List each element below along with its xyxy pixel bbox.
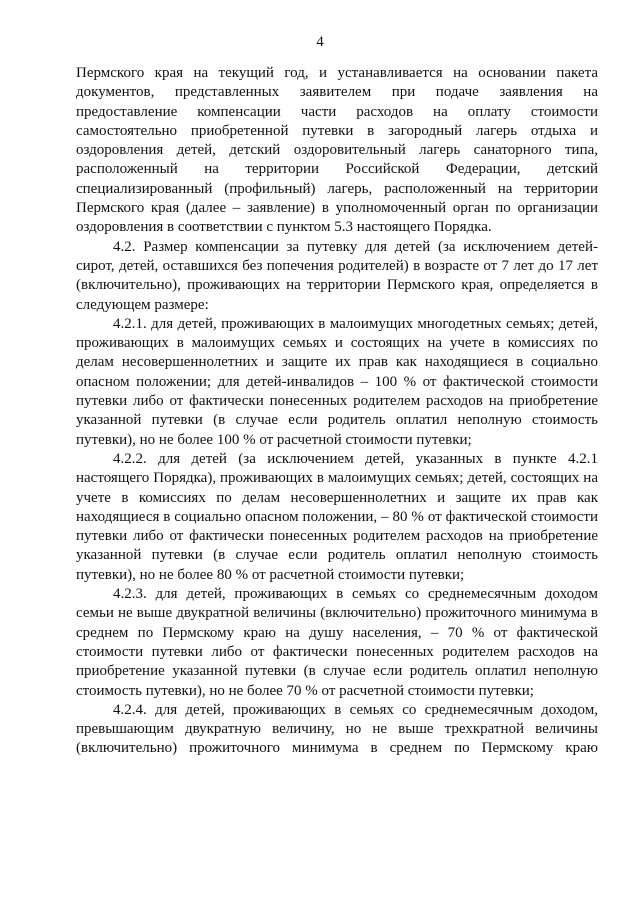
paragraph-4-2-4: 4.2.4. для детей, проживающих в семьях со среднемесячным доходом, превышающим двукратную величину, но не выше трехкратной величины (включительно) прожиточного минимума в среднем по Пермскому краю <box>76 701 598 757</box>
paragraph-continuation: Пермского края на текущий год, и устанавливается на основании пакета документов, представленных заявителем при подаче заявления на предоставление компенсации части расходов на оплату стоимости самостоятельно приобретенной путевки в загородный лагерь отдыха и оздоровления детей, детский оздоровительный лагерь санаторного типа, расположенный на территории Российской Федерации, детский специализированный (профильный) лагерь, расположенный на территории Пермского края (далее – заявление) в уполномоченный орган по организации оздоровления в соответствии с пунктом 5.3 настоящего Порядка. <box>76 65 598 236</box>
document-body <box>76 64 598 759</box>
page-number: 4 <box>316 34 324 50</box>
paragraph-4-2-3: 4.2.3. для детей, проживающих в семьях со среднемесячным доходом семьи не выше двукратной величины (включительно) прожиточного минимума в среднем по Пермскому краю на душу населения, – 70 % от фактической стоимости путевки либо от фактически понесенных родителем расходов на приобретение указанной путевки (в случае если родитель оплатил неполную стоимость путевки), но не более 70 % от расчетной стоимости путевки; <box>76 586 598 699</box>
paragraph-4-2: 4.2. Размер компенсации за путевку для детей (за исключением детей-сирот, детей, оставшихся без попечения родителей) в возрасте от 7 лет до 17 лет (включительно), проживающих на территории Пермского края, определяется в следующем размере: <box>76 238 598 313</box>
paragraph-4-2-2: 4.2.2. для детей (за исключением детей, указанных в пункте 4.2.1 настоящего Порядка), проживающих в малоимущих семьях; детей, состоящих на учете в комиссиях по делам несовершеннолетних и защите их прав как находящиеся в социально опасном положении, – 80 % от фактической стоимости путевки либо от фактически понесенных родителем расходов на приобретение указанной путевки (в случае если родитель оплатил неполную стоимость путевки), но не более 80 % от расчетной стоимости путевки; <box>76 450 598 583</box>
paragraph-4-2-1: 4.2.1. для детей, проживающих в малоимущих многодетных семьях; детей, проживающих в малоимущих семьях и состоящих на учете в комиссиях по делам несовершеннолетних и защите их прав как находящиеся в социально опасном положении; для детей-инвалидов – 100 % от фактической стоимости путевки либо от фактически понесенных родителем расходов на приобретение указанной путевки (в случае если родитель оплатил неполную стоимость путевки), но не более 100 % от расчетной стоимости путевки; <box>76 315 598 448</box>
